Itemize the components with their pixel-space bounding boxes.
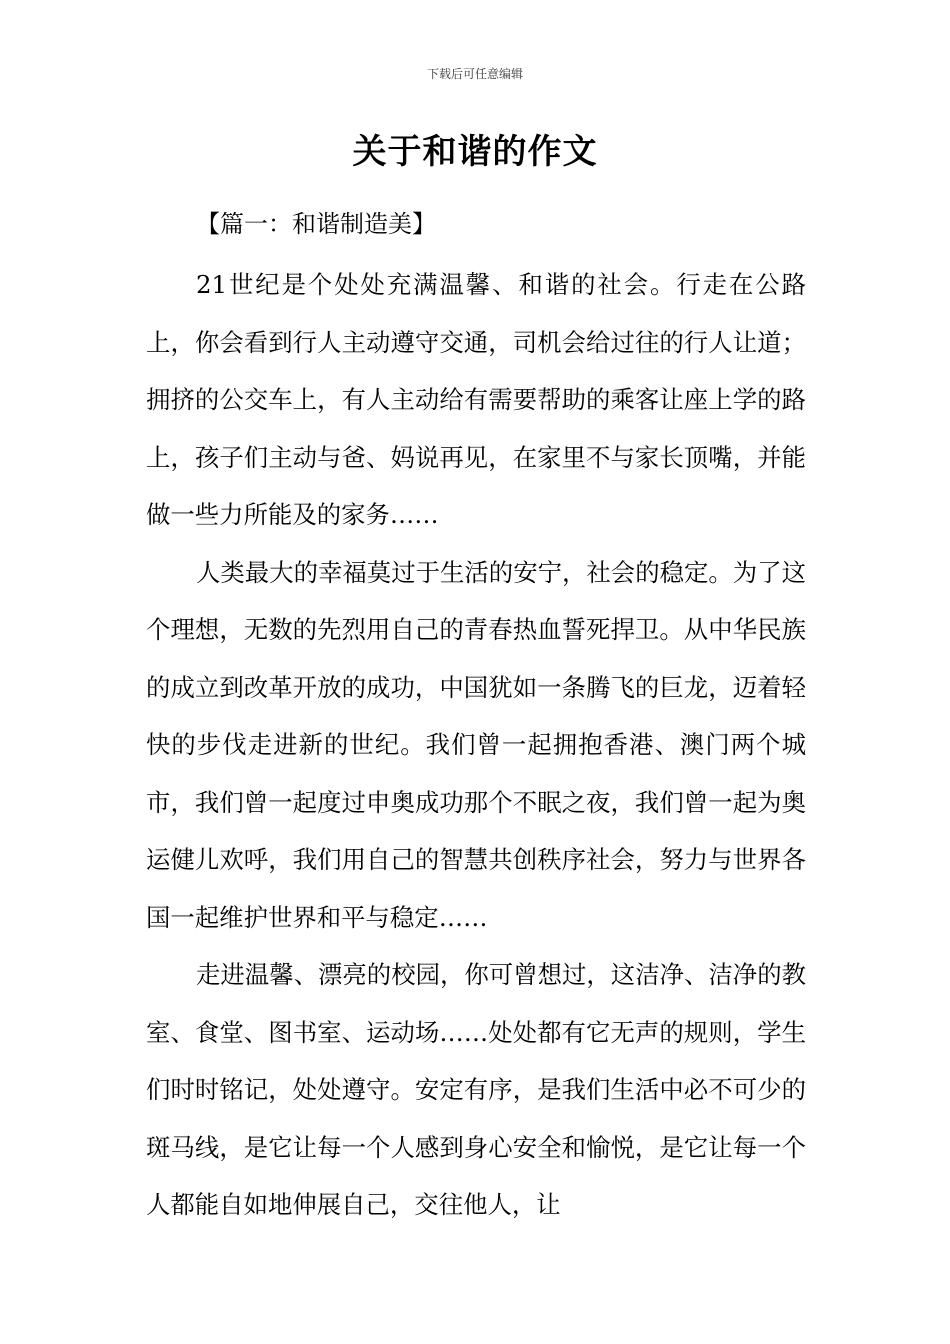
header-note: 下载后可任意编辑 [426,67,523,81]
body-text [146,256,806,1234]
paragraph-1: 21世纪是个处处充满温馨、和谐的社会。行走在公路上，你会看到行人主动遵守交通，司机会给过往的行人让道；拥挤的公交车上，有人主动给有需要帮助的乘客让座上学的路上，孩子们主动与爸、妈说再见，在家里不与家长顶嘴，并能做一些力所能及的家务…… [146,270,806,529]
section-heading: 【篇一：和谐制造美】 [196,210,436,238]
paragraph-3: 走进温馨、漂亮的校园，你可曾想过，这洁净、洁净的教室、食堂、图书室、运动场……处处都有它无声的规则，学生们时时铭记，处处遵守。安定有序，是我们生活中必不可少的斑马线，是它让每一个人感到身心安全和愉悦，是它让每一个人都能自如地伸展自己，交往他人，让 [146,960,806,1219]
paragraph-2: 人类最大的幸福莫过于生活的安宁，社会的稳定。为了这个理想，无数的先烈用自己的青春热血誓死捍卫。从中华民族的成立到改革开放的成功，中国犹如一条腾飞的巨龙，迈着轻快的步伐走进新的世纪。我们曾一起拥抱香港、澳门两个城市，我们曾一起度过申奥成功那个不眠之夜，我们曾一起为奥运健儿欢呼，我们用自己的智慧共创秩序社会，努力与世界各国一起维护世界和平与稳定…… [146,557,806,932]
document-title: 关于和谐的作文 [352,132,598,172]
